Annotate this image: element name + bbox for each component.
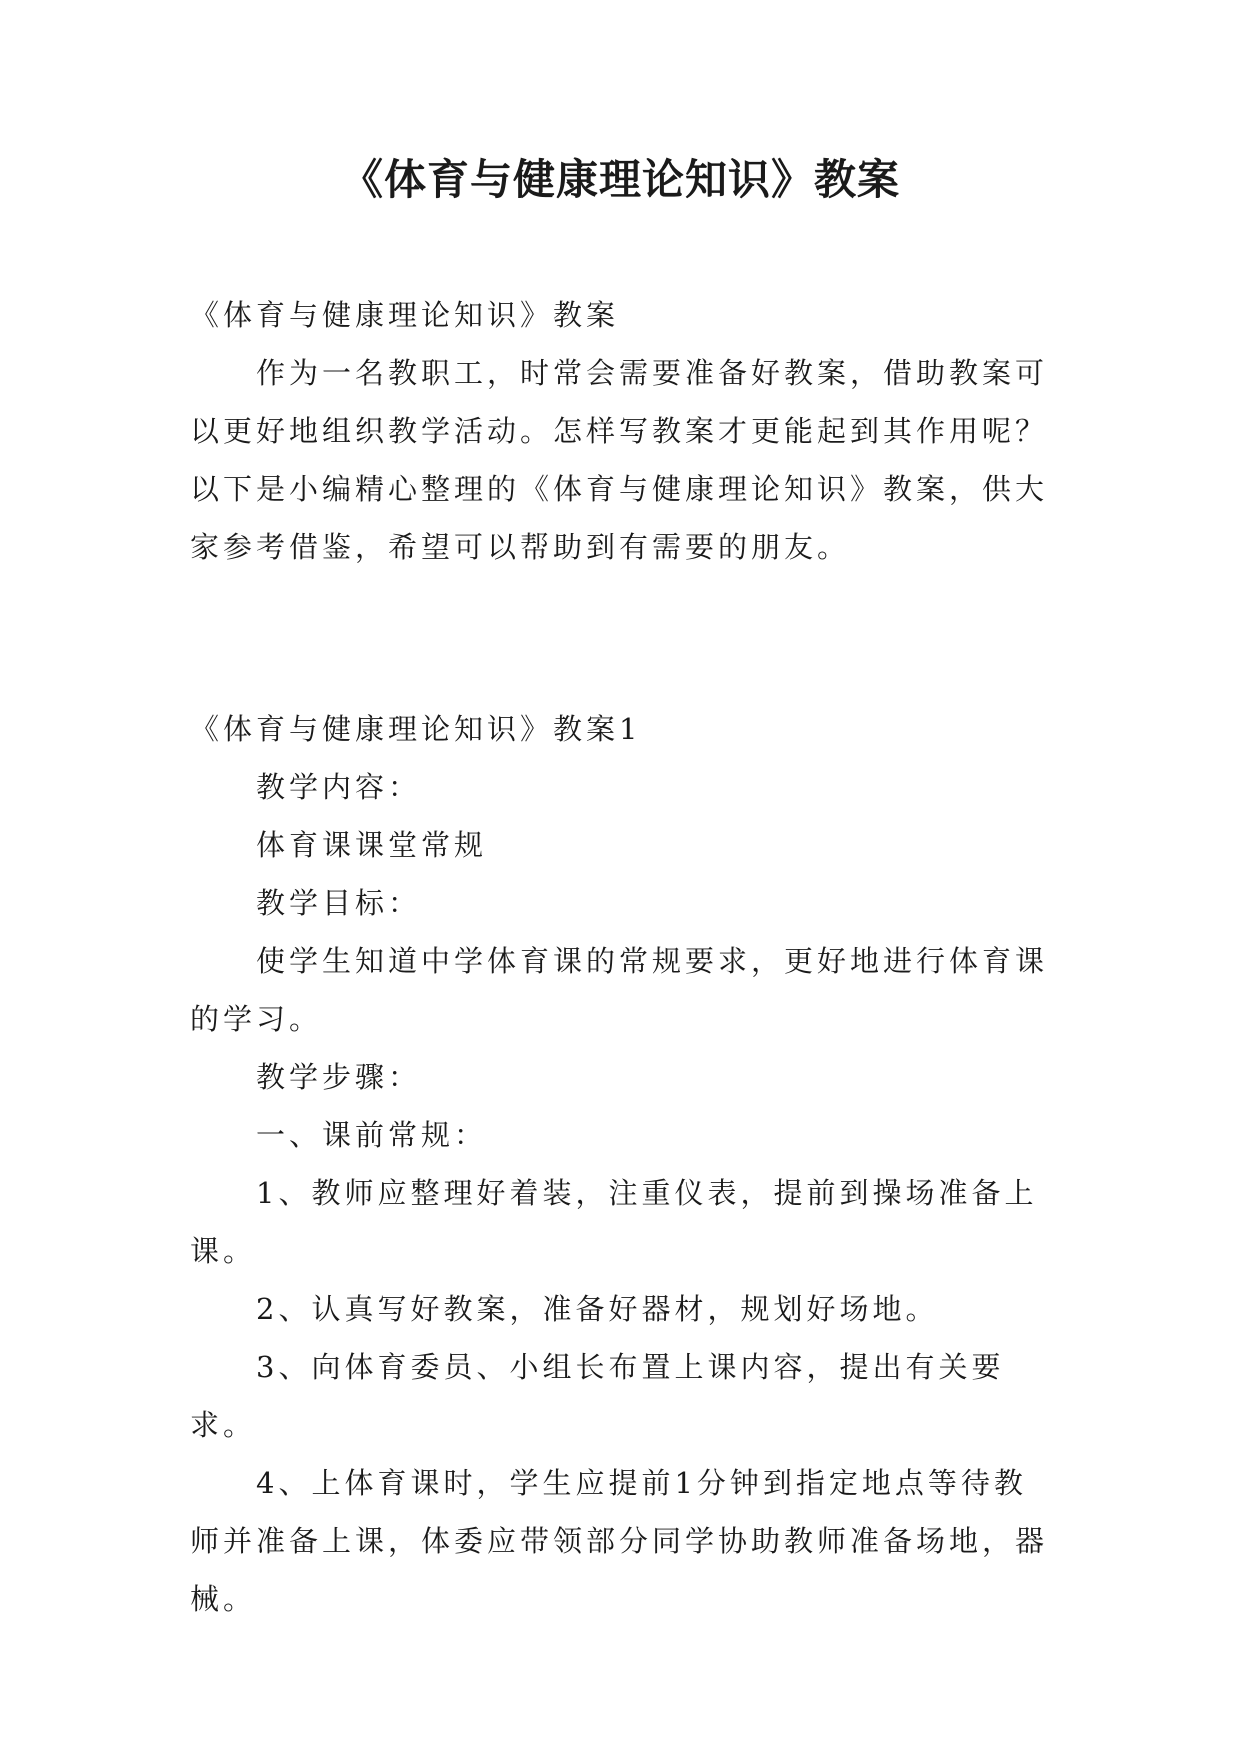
lesson-plan-1-heading: 《体育与健康理论知识》教案1 <box>190 712 642 746</box>
intro-heading: 《体育与健康理论知识》教案 <box>190 298 620 332</box>
list-item: 1、教师应整理好着装，注重仪表，提前到操场准备上课。 <box>190 1176 1038 1268</box>
teaching-content-label: 教学内容： <box>256 770 422 804</box>
teaching-steps-label: 教学步骤： <box>256 1060 422 1094</box>
list-item: 2、认真写好教案，准备好器材，规划好场地。 <box>256 1292 939 1326</box>
teaching-content: 体育课课堂常规 <box>256 828 488 862</box>
pre-class-section-heading: 一、课前常规： <box>256 1118 488 1152</box>
list-item: 4、上体育课时，学生应提前1分钟到指定地点等待教师并准备上课，体委应带领部分同学协助教师准备场地，器械。 <box>190 1466 1049 1616</box>
lesson-plan-1-section <box>190 700 1050 1628</box>
intro-paragraph: 作为一名教职工，时常会需要准备好教案，借助教案可以更好地组织教学活动。怎样写教案才更能起到其作用呢？以下是小编精心整理的《体育与健康理论知识》教案，供大家参考借鉴，希望可以帮助到有需要的朋友。 <box>190 356 1049 564</box>
intro-section <box>190 286 1050 576</box>
list-item: 3、向体育委员、小组长布置上课内容，提出有关要求。 <box>190 1350 1005 1442</box>
teaching-goal: 使学生知道中学体育课的常规要求，更好地进行体育课的学习。 <box>190 944 1049 1036</box>
document-title: 《体育与健康理论知识》教案 <box>340 155 900 204</box>
teaching-goal-label: 教学目标： <box>256 886 422 920</box>
